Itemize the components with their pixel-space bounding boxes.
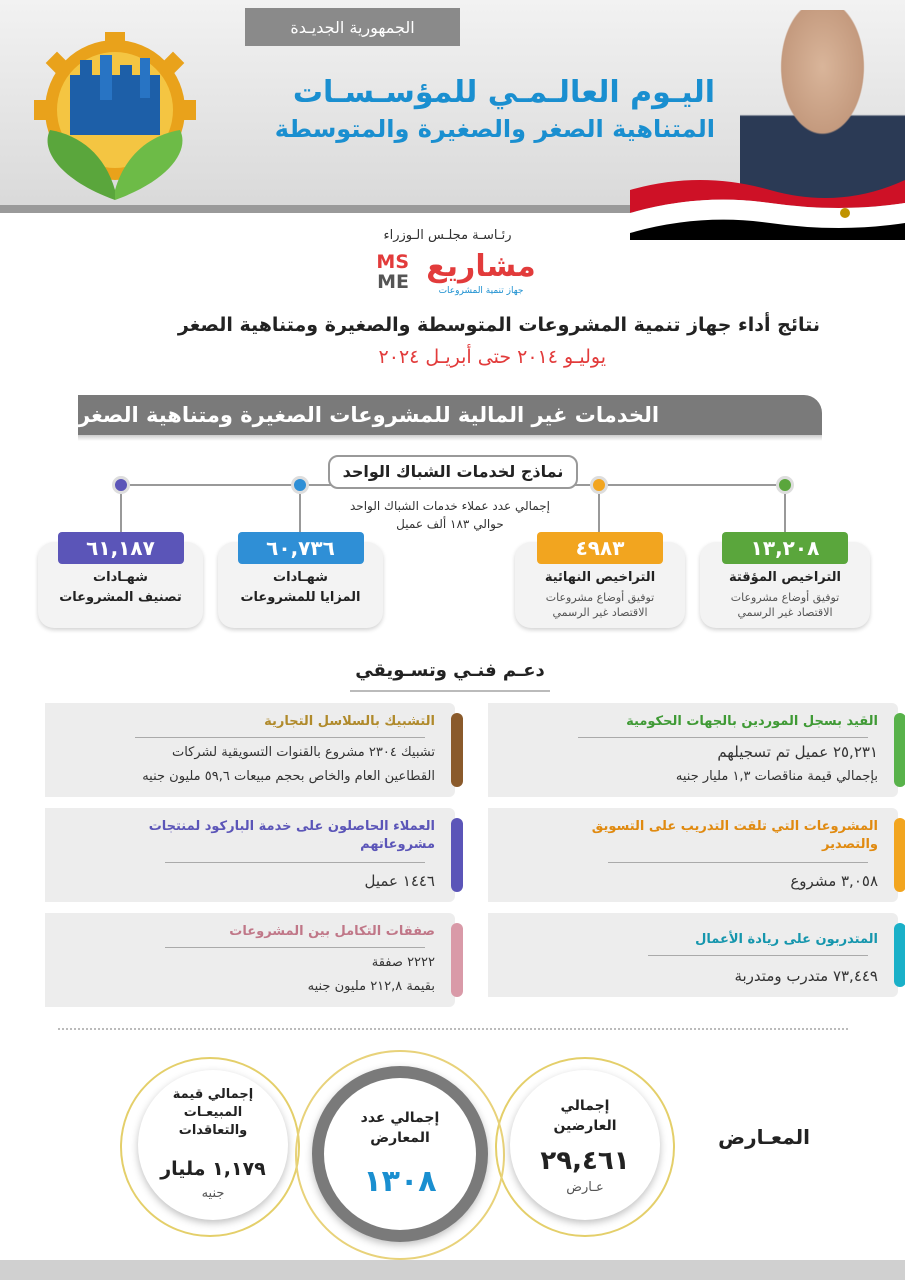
tm-card-accent: [451, 818, 463, 892]
card-title: شهـادات: [93, 570, 148, 585]
exhibitions-count-value: ١٣٠٨: [363, 1164, 437, 1199]
card-title: التراخيص المؤقتة: [728, 570, 842, 585]
tm-card-separator: [578, 737, 868, 738]
sales-value: ١,١٧٩ مليار: [160, 1158, 266, 1180]
card-desc-line1: توفيق أوضاع مشروعات: [730, 591, 840, 604]
tm-card-line2: القطاعين العام والخاص بحجم مبيعات ٥٩,٦ مليون جنيه: [142, 769, 435, 784]
card-final-licenses: [515, 536, 685, 628]
page-title-line2: المتناهية الصغر والصغيرة والمتوسطة: [274, 115, 715, 143]
report-title: نتائج أداء جهاز تنمية المشروعات المتوسطة والصغيرة ومتناهية الصغر: [177, 314, 820, 336]
factory-gear-logo-icon: [20, 30, 210, 205]
card-dot-benefit-certificates: [291, 476, 309, 494]
card-desc-line1: توفيق أوضاع مشروعات: [545, 591, 655, 604]
exhibitions-count-inner: [324, 1078, 476, 1230]
section-divider: [58, 1028, 848, 1030]
card-connector: [120, 494, 122, 536]
report-period: يوليـو ٢٠١٤ حتى أبريـل ٢٠٢٤: [378, 346, 606, 368]
card-description: [218, 590, 383, 605]
tm-card-line2: بإجمالي قيمة مناقصات ١,٣ مليار جنيه: [675, 769, 878, 784]
tech-marketing-title: دعـم فنـي وتسـويقي: [355, 660, 545, 681]
egypt-flag-icon: [630, 165, 905, 240]
tm-card-trade-chains: [45, 703, 455, 797]
card-temporary-licenses: [700, 536, 870, 628]
card-desc-line2: الاقتصاد غير الرسمي: [552, 606, 648, 619]
tm-card-separator: [648, 955, 868, 956]
card-description: [515, 590, 685, 620]
tm-card-line1: ٢٥,٢٣١ عميل تم تسجيلهم: [717, 743, 878, 761]
tm-card-head: صفقات التكامل بين المشروعات: [229, 924, 435, 939]
tm-card-integration-deals: [45, 913, 455, 1007]
exhibitors-circle: [510, 1070, 660, 1220]
tm-card-separator: [135, 737, 425, 738]
tech-marketing-underline: [350, 690, 550, 692]
msme-letters-bottom: ME: [377, 271, 409, 293]
msme-letters: [365, 252, 409, 292]
exhibitions-label: المعـارض: [718, 1125, 810, 1149]
tm-card-barcode: [45, 808, 455, 902]
card-dot-temporary-licenses: [776, 476, 794, 494]
banner-shadow: [78, 435, 822, 441]
card-classification-certificates: [38, 536, 203, 628]
card-connector: [299, 494, 301, 536]
card-description: [38, 590, 203, 605]
tm-card-head: التشبيك بالسلاسل التجارية: [264, 714, 435, 729]
card-desc-line1: تصنيف المشروعات: [59, 590, 182, 605]
card-desc-line1: المزايا للمشروعات: [240, 590, 361, 605]
tm-card-accent: [451, 713, 463, 787]
exhibitions-count-circle: [312, 1066, 488, 1242]
tm-card-line1: تشبيك ٢٣٠٤ مشروع بالقنوات التسويقية لشركات: [171, 745, 435, 760]
tm-card-separator: [165, 947, 425, 948]
card-benefit-certificates: [218, 536, 383, 628]
tm-card-line1: ١٤٤٦ عميل: [364, 872, 435, 890]
msme-name: مشاريع: [426, 249, 536, 284]
tm-card-accent: [894, 713, 905, 787]
msme-subtitle: جهاز تنمية المشروعات: [438, 286, 524, 296]
exhibitors-unit: عـارض: [566, 1180, 604, 1195]
card-description: [700, 590, 870, 620]
republic-badge: الجمهورية الجديـدة: [245, 8, 460, 46]
exhibitions-count-label: إجمالي عدد المعارض: [360, 1110, 440, 1146]
card-dot-final-licenses: [590, 476, 608, 494]
tm-card-marketing-training: [488, 808, 898, 902]
page-title-line1: اليـوم العالـمـي للمؤسـسـات: [292, 75, 715, 110]
tm-card-line1: ٧٣,٤٤٩ متدرب ومتدربة: [734, 967, 878, 985]
sales-unit: جنيه: [201, 1186, 225, 1201]
tm-card-accent: [451, 923, 463, 997]
tm-card-separator: [165, 862, 425, 863]
tm-card-line1: ٢٢٢٢ صفقة: [371, 955, 435, 970]
section-banner: الخدمات غير المالية للمشروعات الصغيرة ومتناهية الصغر: [78, 395, 822, 435]
tm-card-head: العملاء الحاصلون على خدمة الباركود لمنتجات مشروعاتهم: [148, 819, 435, 852]
msme-letters-top: MS: [376, 251, 409, 273]
tm-card-entrepreneurship: [488, 913, 898, 997]
card-connector: [598, 494, 600, 536]
card-connector: [784, 494, 786, 536]
card-value: ٦٠,٧٣٦: [238, 532, 364, 564]
card-value: ٦١,١٨٧: [58, 532, 184, 564]
card-dot-classification-certificates: [112, 476, 130, 494]
tm-card-line1: ٣,٠٥٨ مشروع: [790, 872, 878, 890]
tm-card-head: المتدربون على ريادة الأعمال: [695, 932, 878, 947]
one-stop-note-line2: حوالي ١٨٣ ألف عميل: [396, 517, 504, 531]
card-title: التراخيص النهائية: [544, 570, 656, 585]
exhibitors-value: ٢٩,٤٦١: [540, 1146, 630, 1176]
card-title: شهـادات: [273, 570, 328, 585]
tm-card-suppliers-registry: [488, 703, 898, 797]
card-value: ١٣,٢٠٨: [722, 532, 848, 564]
tm-card-head: القيد بسجل الموردين بالجهات الحكومية: [626, 714, 878, 729]
tm-card-head: المشروعات التي تلقت التدريب على التسويق والتصدير: [591, 819, 878, 852]
card-value: ٤٩٨٣: [537, 532, 663, 564]
card-desc-line2: الاقتصاد غير الرسمي: [737, 606, 833, 619]
tm-card-line2: بقيمة ٢١٢,٨ مليون جنيه: [307, 979, 435, 994]
sales-circle: [138, 1070, 288, 1220]
exhibitors-label: إجمالي العارضين: [553, 1098, 617, 1134]
one-stop-label: نماذج لخدمات الشباك الواحد: [328, 455, 578, 489]
msme-logo: [365, 248, 545, 300]
sales-label: إجمالي قيمة المبيعـات والتعاقدات: [172, 1087, 254, 1138]
one-stop-note: [330, 497, 570, 533]
cabinet-label: رئـاسـة مجلـس الـوزراء: [383, 228, 512, 243]
tm-card-accent: [894, 818, 905, 892]
tm-card-separator: [608, 862, 868, 863]
footer-strip: [0, 1260, 905, 1280]
one-stop-note-line1: إجمالي عدد عملاء خدمات الشباك الواحد: [350, 499, 550, 513]
tm-card-accent: [894, 923, 905, 987]
